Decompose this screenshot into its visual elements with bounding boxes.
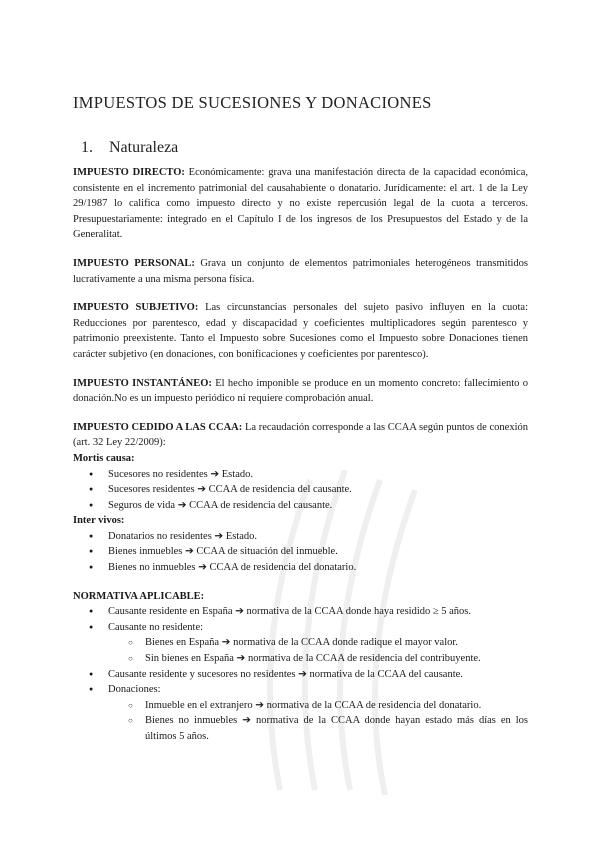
normativa-list — [73, 604, 528, 744]
sublist-item: ○ Sin bienes en España ➔ normativa de la CCAA de residencia del contribuyente. — [145, 651, 528, 667]
paragraph-text: El hecho imponible se produce en un momento concreto: fallecimiento o donación.No es un impuesto periódico ni requiere comprobación anual. — [73, 377, 528, 405]
paragraph-text: Grava un conjunto de elementos patrimoniales heterogéneos transmitidos lucrativamente a una misma persona física. — [73, 257, 528, 285]
sublist-item: ○ Inmueble en el extranjero ➔ normativa de la CCAA de residencia del donatario. — [145, 698, 528, 714]
sublist-item: ○ Bienes no inmuebles ➔ normativa de la CCAA donde hayan estado más días en los últimos 5 años. — [145, 713, 528, 744]
paragraph-impuesto-instantaneo — [73, 376, 528, 407]
list-item: ● Donatarios no residentes ➔ Estado. — [108, 529, 528, 545]
list-item: ● Sucesores no residentes ➔ Estado. — [108, 467, 528, 483]
list-item: ● Bienes inmuebles ➔ CCAA de situación del inmueble. — [108, 544, 528, 560]
list-item-text: Causante residente y sucesores no residentes ➔ normativa de la CCAA del causante. — [108, 668, 463, 680]
mortis-causa-label: Mortis causa: — [73, 452, 135, 464]
list-item — [108, 682, 528, 744]
list-item: ● Bienes no inmuebles ➔ CCAA de residencia del donatario. — [108, 560, 528, 576]
paragraph-impuesto-subjetivo — [73, 300, 528, 362]
paragraph-text: Económicamente: grava una manifestación directa de la capacidad económica, consistente en el incremento patrimonial del causahabiente o donatario. Jurídicamente: el art. 1 de la Ley 29/1987 lo califica como impuesto directo y no existe repercusión legal de la cuota a terceros. Presupuestariamente: integrado en el Capítulo I de los ingresos de los Presupuestos del Estado y de la Generalitat. — [73, 167, 528, 241]
inter-vivos-label: Inter vivos: — [73, 515, 125, 527]
mortis-causa-list — [73, 467, 528, 514]
section-number: 1. — [81, 139, 93, 156]
paragraph-label: IMPUESTO SUBJETIVO: — [73, 302, 199, 314]
section-heading — [81, 139, 178, 157]
list-item — [108, 604, 528, 620]
list-item: ● Seguros de vida ➔ CCAA de residencia del causante. — [108, 498, 528, 514]
paragraph-label: IMPUESTO DIRECTO: — [73, 167, 185, 178]
paragraph-label: IMPUESTO PERSONAL: — [73, 257, 195, 269]
paragraph-text: La recaudación corresponde a las CCAA según puntos de conexión (art. 32 Ley 22/2009): — [73, 421, 529, 449]
paragraph-label: IMPUESTO CEDIDO A LAS CCAA: — [73, 421, 243, 433]
document-body — [73, 165, 528, 745]
document-title: IMPUESTOS DE SUCESIONES Y DONACIONES — [73, 93, 432, 112]
sublist-item: ○ Bienes en España ➔ normativa de la CCAA donde radique el mayor valor. — [145, 635, 528, 651]
list-item-text: Causante no residente: — [108, 621, 204, 633]
sublist-donaciones — [108, 698, 528, 745]
sublist-no-residente — [108, 635, 528, 666]
list-item-text: Donaciones: — [108, 684, 161, 696]
paragraph-text: Las circunstancias personales del sujeto pasivo influyen en la cuota: Reducciones por parentesco, edad y discapacidad y coeficientes multiplicadores según parentesco y patrimonio preexistente. Tanto el Impuesto sobre Sucesiones como el Impuesto sobre Donaciones tienen carácter subjetivo (en donaciones, con bonificaciones y coeficientes por parentesco). — [73, 302, 529, 360]
normativa-aplicable-label: NORMATIVA APLICABLE: — [73, 590, 205, 602]
list-item-text: Causante residente en España ➔ normativa de la CCAA donde haya residido ≥ 5 años. — [108, 606, 472, 618]
paragraph-impuesto-cedido — [73, 420, 528, 451]
inter-vivos-list — [73, 529, 528, 576]
list-item — [108, 620, 528, 667]
paragraph-label: IMPUESTO INSTANTÁNEO: — [73, 377, 212, 389]
list-item: ● Sucesores residentes ➔ CCAA de residencia del causante. — [108, 482, 528, 498]
section-title: Naturaleza — [109, 139, 179, 156]
paragraph-impuesto-directo — [73, 165, 528, 243]
list-item — [108, 667, 528, 683]
paragraph-impuesto-personal — [73, 256, 528, 287]
